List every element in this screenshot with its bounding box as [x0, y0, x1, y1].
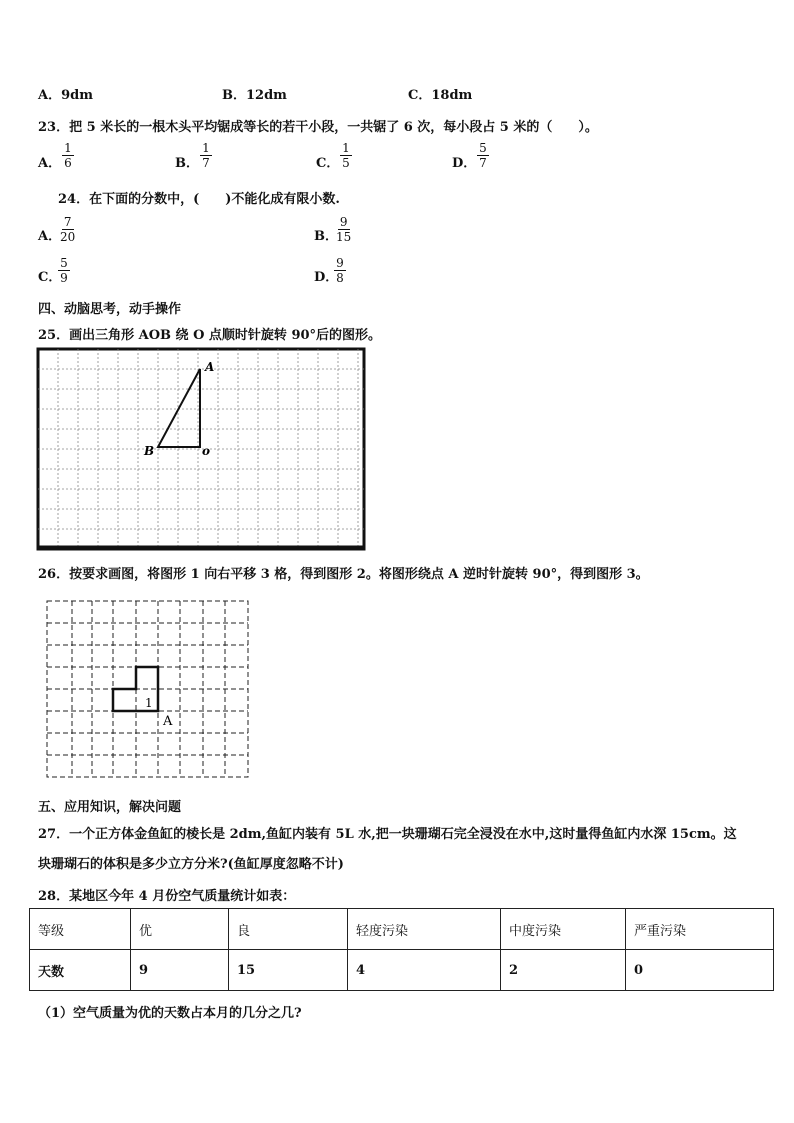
q23-option-d-letter: D．	[452, 156, 477, 171]
table-cell: 0	[626, 950, 774, 991]
q25-grid-figure	[36, 347, 368, 553]
q22-option-a	[38, 84, 93, 103]
q26-grid-figure	[44, 598, 252, 780]
table-cell: 等级	[30, 909, 131, 950]
point-a-label: A	[163, 714, 173, 729]
table-row	[30, 909, 774, 950]
q26-text: 26．按要求画图，将图形 1 向右平移 3 格，得到图形 2。将图形绕点 A 逆时针旋转 90°，得到图形 3。	[38, 567, 649, 582]
q22-option-b	[222, 84, 287, 103]
table-cell: 严重污染	[626, 909, 774, 950]
option-text: 9dm	[61, 88, 93, 103]
denominator: 6	[64, 156, 72, 170]
shape-one-label: 1	[145, 696, 153, 710]
option-letter: A．	[38, 88, 62, 103]
q24-text: 24．在下面的分数中，( )不能化成有限小数.	[58, 192, 340, 207]
section-four-title: 四、动脑思考，动手操作	[38, 302, 182, 317]
q27-text-line1: 27．一个正方体金鱼缸的棱长是 2dm,鱼缸内装有 5L 水,把一块珊瑚石完全浸没在水中,这时量得鱼缸内水深 15cm。这	[38, 827, 737, 842]
denominator: 5	[342, 156, 350, 170]
table-cell: 良	[229, 909, 348, 950]
q23-option-b-fraction	[200, 141, 212, 170]
numerator: 5	[60, 256, 68, 270]
numerator: 5	[479, 141, 487, 155]
label-a: A	[205, 360, 215, 374]
option-text: 12dm	[246, 88, 287, 103]
table-cell: 2	[501, 950, 626, 991]
q24-option-b-fraction	[334, 215, 353, 244]
q23-option-d-fraction	[477, 141, 489, 170]
q24-option-d-fraction	[334, 256, 346, 285]
q23-option-c-fraction	[340, 141, 352, 170]
table-cell: 15	[229, 950, 348, 991]
denominator: 8	[336, 271, 344, 285]
q22-option-c	[408, 84, 472, 103]
numerator: 1	[64, 141, 72, 155]
q28-text: 28．某地区今年 4 月份空气质量统计如表：	[38, 889, 296, 904]
denominator: 9	[60, 271, 68, 285]
label-o: o	[202, 444, 211, 458]
q28-subquestion-1: （1）空气质量为优的天数占本月的几分之几?	[38, 1006, 302, 1021]
q23-option-c-letter: C．	[316, 156, 340, 171]
denominator: 20	[60, 230, 76, 244]
q24-option-d-letter: D．	[314, 270, 339, 285]
q24-option-b-letter: B．	[314, 229, 338, 244]
q24-option-c-fraction	[58, 256, 70, 285]
numerator: 1	[202, 141, 210, 155]
denominator: 7	[479, 156, 487, 170]
table-cell: 天数	[30, 950, 131, 991]
option-letter: B．	[222, 88, 246, 103]
table-cell: 中度污染	[501, 909, 626, 950]
label-b: B	[144, 444, 155, 458]
q23-option-a-fraction	[62, 141, 74, 170]
numerator: 1	[342, 141, 350, 155]
table-cell: 4	[348, 950, 501, 991]
option-letter: C．	[408, 88, 432, 103]
numerator: 9	[336, 256, 344, 270]
denominator: 7	[202, 156, 210, 170]
section-five-title: 五、应用知识，解决问题	[38, 800, 182, 815]
q25-text: 25．画出三角形 AOB 绕 O 点顺时针旋转 90°后的图形。	[38, 328, 382, 343]
table-row	[30, 950, 774, 991]
q23-option-a-letter: A．	[38, 156, 62, 171]
option-text: 18dm	[431, 88, 473, 103]
numerator: 7	[63, 215, 72, 229]
q23-option-b-letter: B．	[175, 156, 199, 171]
air-quality-table	[29, 908, 774, 991]
q24-option-c-letter: C．	[38, 270, 62, 285]
denominator: 15	[336, 230, 352, 244]
q27-text-line2: 块珊瑚石的体积是多少立方分米?(鱼缸厚度忽略不计)	[38, 857, 344, 872]
table-cell: 优	[131, 909, 229, 950]
q24-option-a-letter: A．	[38, 229, 62, 244]
q24-option-a-fraction	[58, 215, 77, 244]
table-cell: 轻度污染	[348, 909, 501, 950]
q23-text: 23．把 5 米长的一根木头平均锯成等长的若干小段，一共锯了 6 次，每小段占 5 米的（ ）。	[38, 120, 598, 135]
triangle-aob	[158, 369, 200, 447]
table-cell: 9	[131, 950, 229, 991]
numerator: 9	[339, 215, 348, 229]
